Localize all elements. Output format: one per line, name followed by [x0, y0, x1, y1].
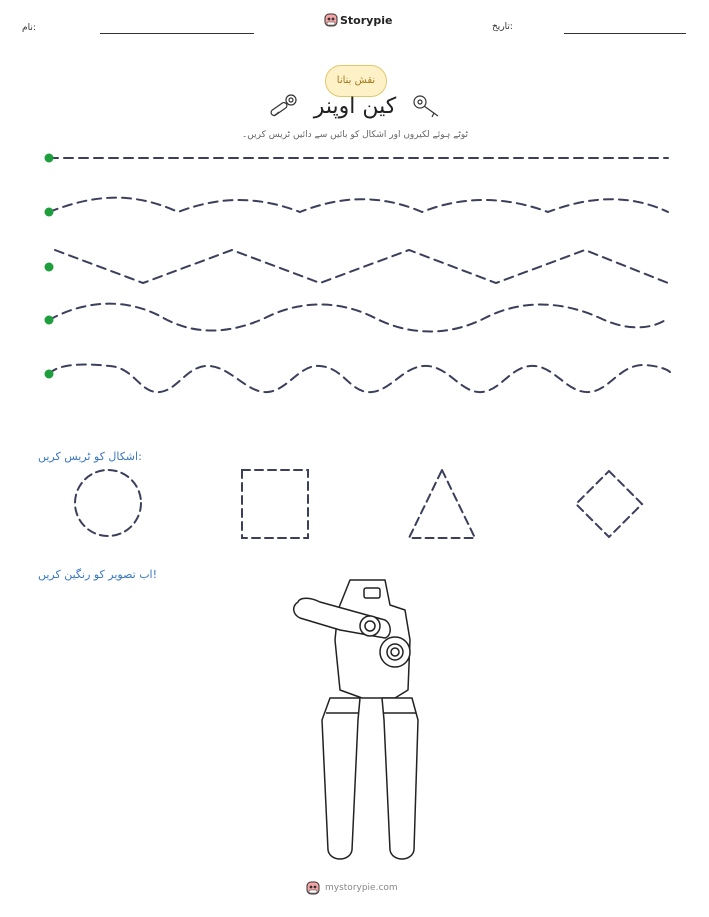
- color-section-label: اب تصویر کو رنگین کریں!: [38, 568, 158, 581]
- activity-badge: نقش بنانا: [325, 65, 387, 97]
- name-label: نام:: [22, 23, 36, 33]
- shapes-section-label: اشکال کو ٹریس کریں:: [38, 450, 142, 463]
- storypie-mascot-icon: [306, 880, 320, 896]
- date-label: تاریخ:: [492, 22, 513, 32]
- instructions: ٹوٹے ہوئے لکیروں اور اشکال کو بائیں سے دائیں ٹریس کریں۔: [241, 130, 469, 140]
- page-title: کین اوپنر: [313, 94, 397, 119]
- footer-site-link[interactable]: mystorypie.com: [325, 883, 398, 893]
- brand-name: Storypie: [340, 14, 393, 27]
